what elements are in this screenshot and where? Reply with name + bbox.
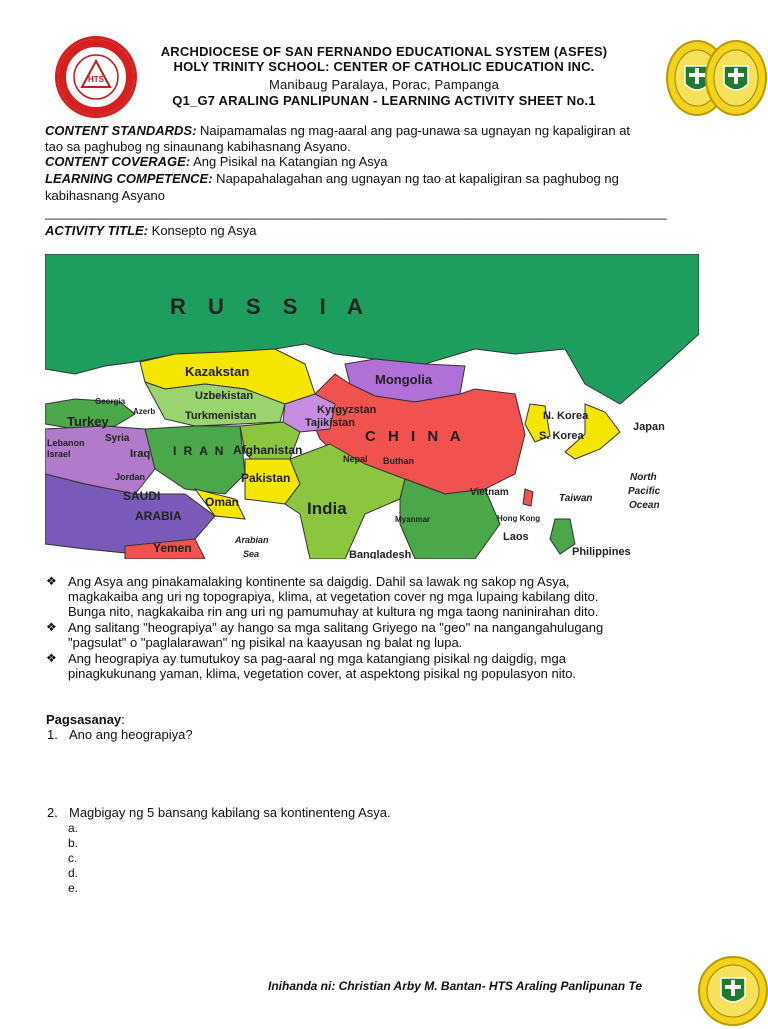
- exercise-title: [46, 712, 125, 727]
- map-label-philippines: Philippines: [572, 546, 631, 558]
- map-label-pacific-1: North: [630, 472, 657, 483]
- section-divider: ______________________________________________________________________________________: [45, 205, 667, 220]
- bullet-1-line-3: Bunga nito, nagkakaiba rin ang uri ng pamumuhay at kultura ng mga taong naninirahan dito.: [68, 604, 599, 619]
- map-label-hongkong: Hong Kong: [497, 514, 541, 523]
- content-coverage: [45, 154, 387, 170]
- map-label-vietnam: Vietnam: [470, 487, 509, 498]
- bullet-3: [46, 651, 577, 681]
- map-label-arabia: ARABIA: [135, 509, 182, 523]
- learning-competence-text-1: Napapahalagahan ang ugnayan ng tao at kapaligiran sa paghubog ng: [212, 171, 619, 186]
- map-label-japan: Japan: [633, 421, 665, 433]
- asfes-footer-seal: [698, 956, 768, 1026]
- map-label-pakistan: Pakistan: [241, 471, 291, 485]
- bullet-2: [46, 620, 604, 650]
- map-label-uzbekistan: Uzbekistan: [195, 390, 254, 402]
- footer-seal-graphic: [700, 958, 766, 1024]
- map-label-taiwan: Taiwan: [559, 493, 593, 504]
- header-sheet-title: Q1_G7 ARALING PANLIPUNAN - LEARNING ACTIVITY SHEET No.1: [172, 93, 596, 108]
- map-label-myanmar: Myanmar: [395, 515, 431, 524]
- map-label-georgia: Georgia: [95, 397, 126, 406]
- question-2-number: 2.: [47, 805, 58, 820]
- map-label-turkmenistan: Turkmenistan: [185, 410, 257, 422]
- bullet-2-line-2: "pagsulat" o "paglalarawan" ng pisikal na kaayusan ng balat ng lupa.: [68, 635, 463, 650]
- bullet-1-line-1: Ang Asya ang pinakamalaking kontinente sa daigdig. Dahil sa lawak ng sakop ng Asya,: [68, 574, 570, 589]
- question-1-text: Ano ang heograpiya?: [69, 727, 193, 742]
- map-label-skorea: S. Korea: [539, 430, 584, 442]
- exercise-title-colon: :: [121, 712, 125, 727]
- question-2: [47, 805, 391, 820]
- map-label-buthan: Buthan: [383, 456, 414, 466]
- map-label-nepal: Nepal: [343, 454, 368, 464]
- map-label-israel: Israel: [47, 449, 71, 459]
- learning-competence-label: LEARNING COMPETENCE:: [45, 171, 213, 186]
- bullet-3-line-1: Ang heograpiya ay tumutukoy sa pag-aaral ng mga katangiang pisikal ng daigdig, mga: [68, 651, 566, 666]
- asia-map: [45, 254, 699, 559]
- question-1: [47, 727, 193, 742]
- map-label-oman: Oman: [205, 495, 240, 509]
- answer-option-a: a.: [68, 821, 79, 835]
- answer-option-c: c.: [68, 851, 78, 865]
- question-1-number: 1.: [47, 727, 58, 742]
- map-label-afghanistan: Afghanistan: [233, 443, 303, 457]
- map-label-tajikistan: Tajikistan: [305, 417, 355, 429]
- map-label-china: C H I N A: [365, 428, 465, 445]
- learning-competence-text-2: kabihasnang Asyano: [45, 188, 165, 203]
- map-label-india: India: [307, 499, 347, 518]
- answer-option-e: e.: [68, 881, 79, 895]
- map-label-yemen: Yemen: [153, 541, 192, 555]
- content-coverage-label: CONTENT COVERAGE:: [45, 154, 191, 169]
- exercise-title-text: Pagsasanay: [46, 712, 122, 727]
- header-school-name: HOLY TRINITY SCHOOL: CENTER OF CATHOLIC EDUCATION INC.: [173, 59, 595, 74]
- map-label-kazakstan: Kazakstan: [185, 364, 250, 379]
- diamond-bullet-icon: ❖: [46, 574, 57, 588]
- content-standards-text-1: Naipamamalas ng mag-aaral ang pag-unawa sa ugnayan ng kapaligiran at: [196, 123, 631, 138]
- map-label-jordan: Jordan: [115, 472, 146, 482]
- map-label-laos: Laos: [503, 531, 529, 543]
- map-label-lebanon: Lebanon: [47, 438, 85, 448]
- bullet-2-line-1: Ang salitang "heograpiya" ay hango sa mga salitang Griyego na "geo" na nangangahulugang: [68, 620, 604, 635]
- bullet-1-line-2: magkakaiba ang uri ng topograpiya, klima, at vegetation cover ng mga lupaing kabilang dito.: [68, 589, 599, 604]
- learning-competence: [45, 171, 619, 187]
- map-label-syria: Syria: [105, 433, 130, 444]
- answer-option-d: d.: [68, 866, 79, 880]
- map-label-pacific-2: Pacific: [628, 486, 661, 497]
- taiwan-region: [523, 489, 533, 506]
- map-label-kyrgyzstan: Kyrgyzstan: [317, 404, 377, 416]
- map-label-russia: R U S S I A: [170, 294, 371, 319]
- map-label-turkey: Turkey: [67, 414, 109, 429]
- header-address: Manibaug Paralaya, Porac, Pampanga: [268, 77, 500, 92]
- map-label-bangladesh: Bangladesh: [349, 549, 412, 559]
- asia-map-graphic: [45, 254, 699, 559]
- map-label-saudi: SAUDI: [123, 489, 161, 503]
- activity-title: [45, 223, 256, 239]
- bullet-3-line-2: pinagkukunang yaman, klima, vegetation cover, at aspektong pisikal ng populasyon nito.: [68, 666, 577, 681]
- header-archdiocese: ARCHDIOCESE OF SAN FERNANDO EDUCATIONAL SYSTEM (ASFES): [160, 44, 608, 59]
- map-label-arabian-sea-2: Sea: [243, 549, 260, 559]
- content-coverage-text: Ang Pisikal na Katangian ng Asya: [190, 154, 388, 169]
- activity-title-label: ACTIVITY TITLE:: [45, 223, 149, 238]
- diamond-bullet-icon: ❖: [46, 651, 57, 665]
- bullet-1: [46, 574, 599, 619]
- svg-text:HTS: HTS: [88, 75, 104, 84]
- question-2-text: Magbigay ng 5 bansang kabilang sa kontinenteng Asya.: [69, 805, 391, 820]
- map-label-iran: I R A N: [173, 444, 226, 458]
- answer-option-b: b.: [68, 836, 79, 850]
- map-label-azerb: Azerb: [133, 407, 156, 416]
- activity-title-text: Konsepto ng Asya: [148, 223, 257, 238]
- map-label-pacific-3: Ocean: [629, 500, 660, 511]
- content-standards-label: CONTENT STANDARDS:: [45, 123, 197, 138]
- map-label-mongolia: Mongolia: [375, 372, 433, 387]
- map-label-nkorea: N. Korea: [543, 410, 589, 422]
- map-label-iraq: Iraq: [130, 448, 151, 460]
- prepared-by-footer: Inihanda ni: Christian Arby M. Bantan- HTS Araling Panlipunan Te: [268, 979, 643, 993]
- content-standards: [45, 123, 630, 139]
- content-standards-text-2: tao sa paghubog ng sinaunang kabihasnang Asyano.: [45, 139, 351, 154]
- map-label-arabian-sea-1: Arabian: [235, 535, 269, 545]
- diamond-bullet-icon: ❖: [46, 620, 57, 634]
